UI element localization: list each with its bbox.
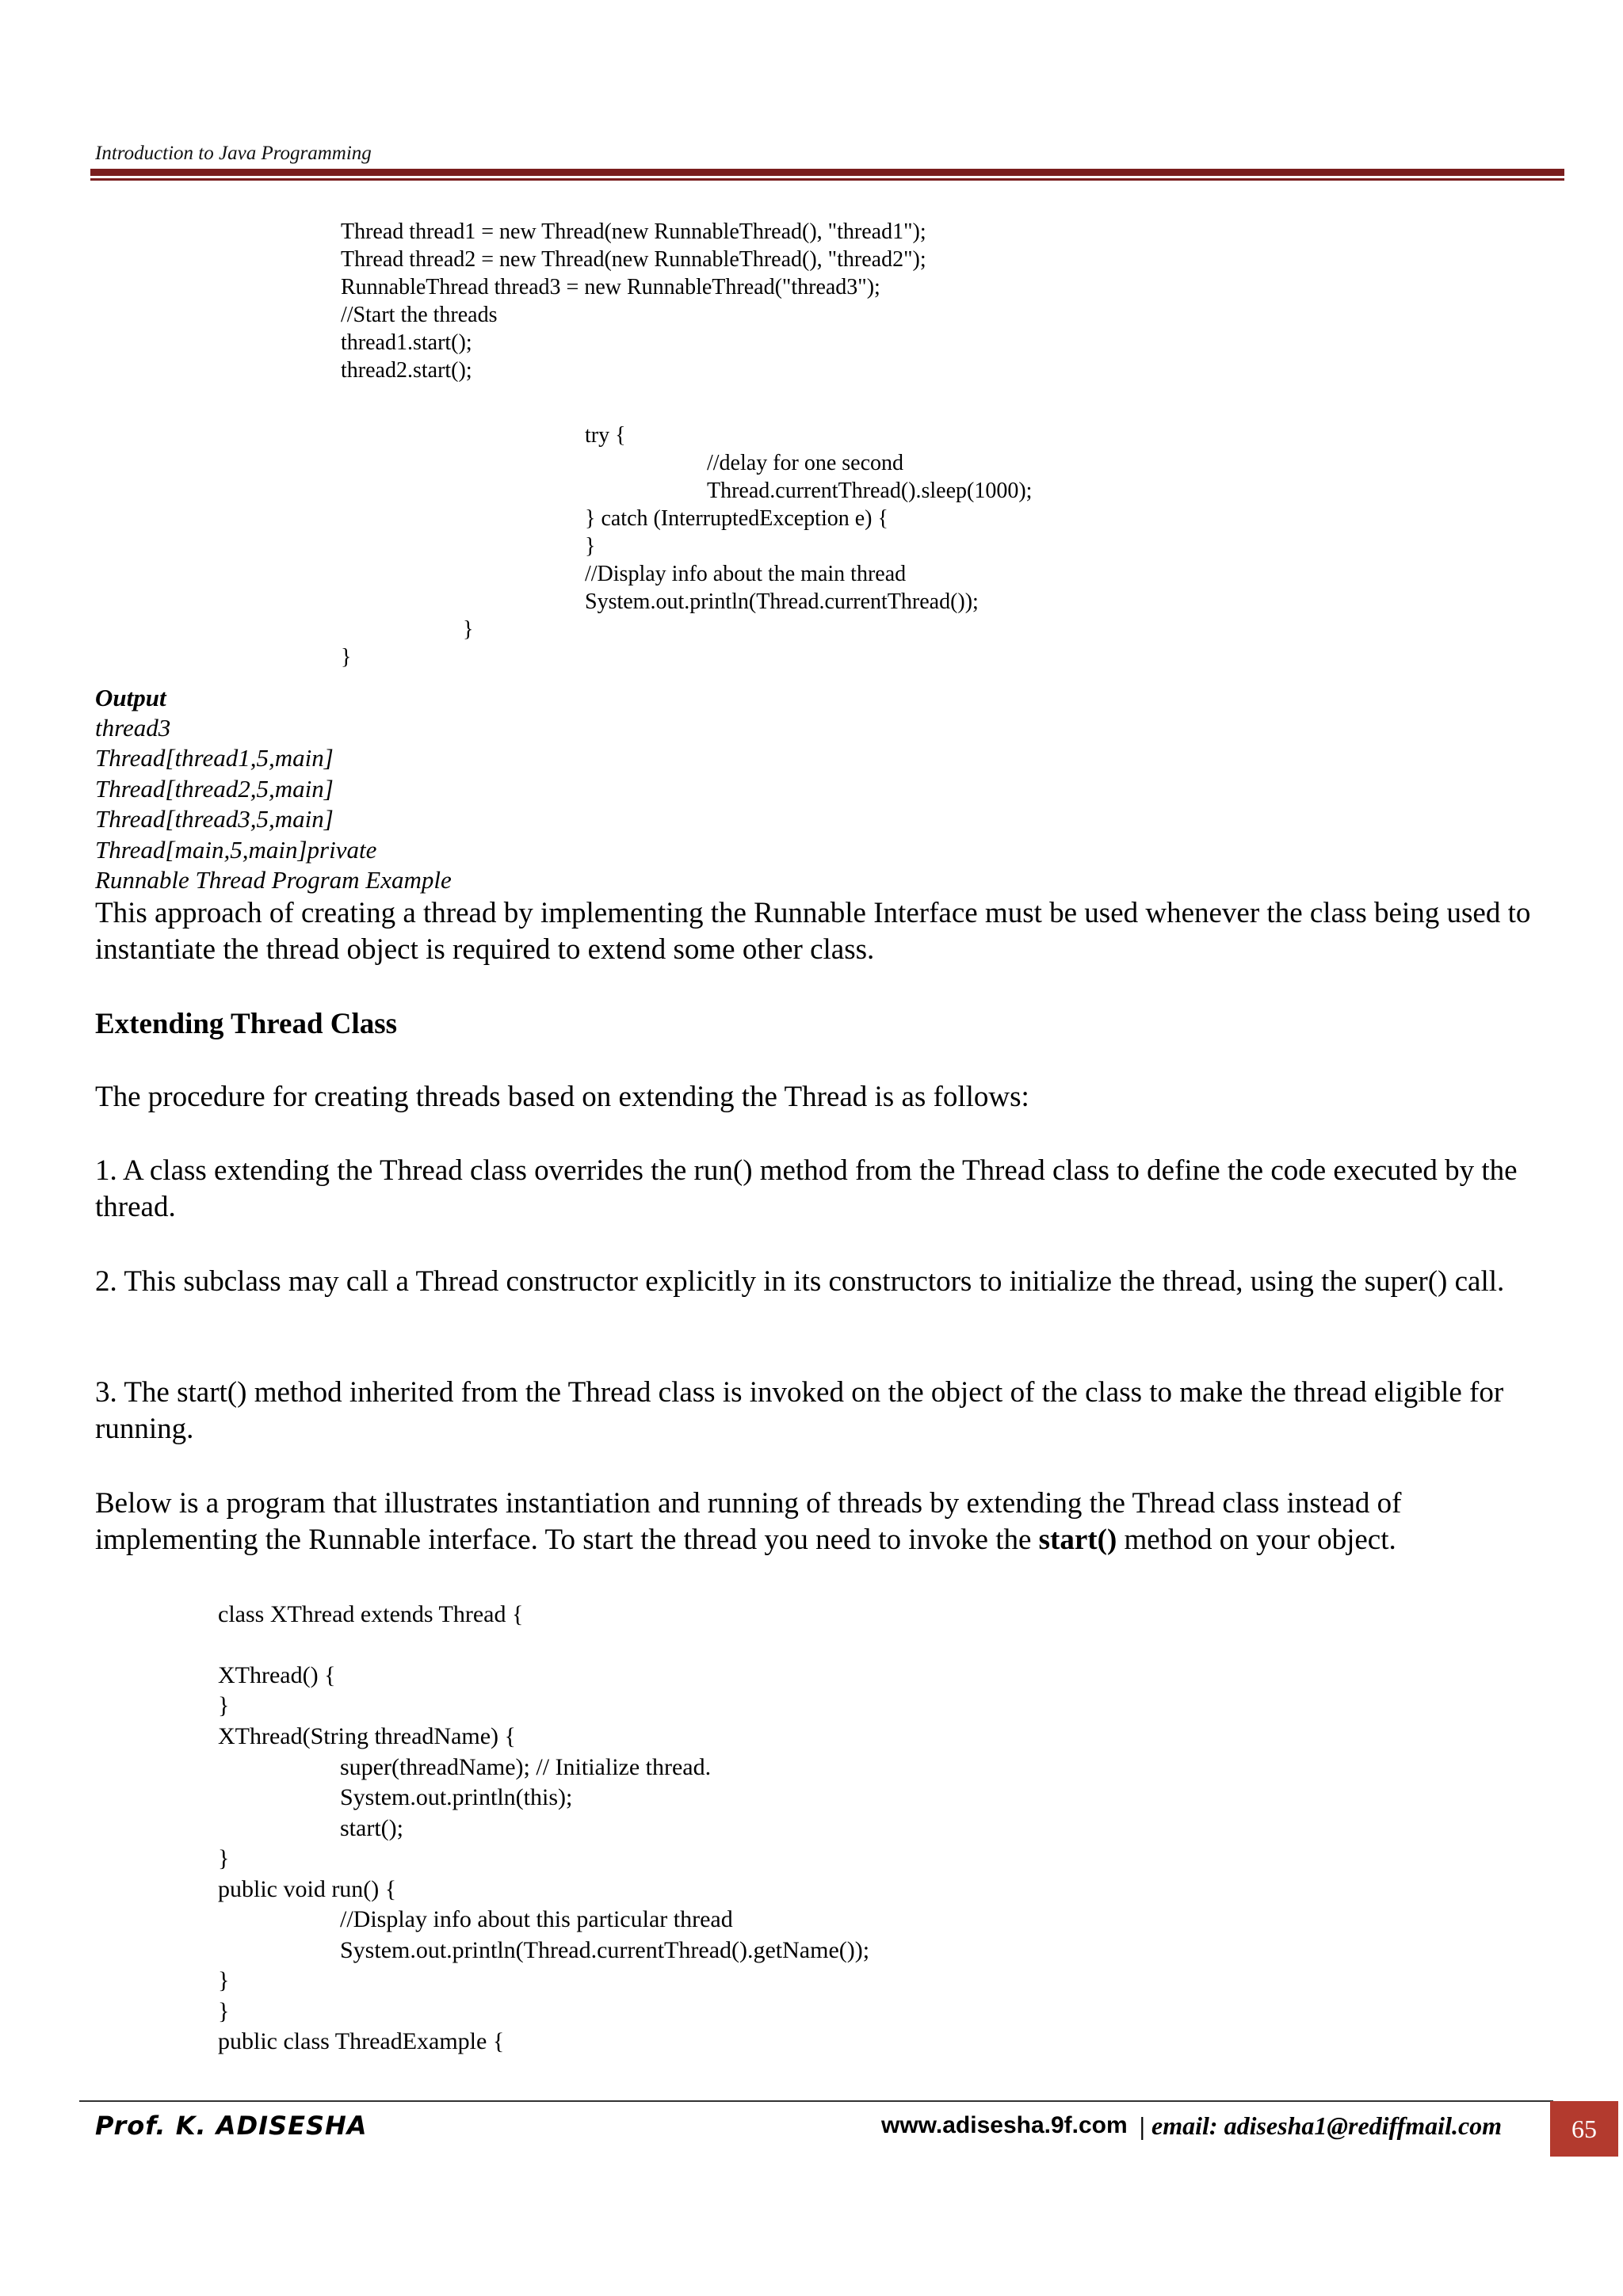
header-rule-thin (90, 178, 1564, 181)
running-header-title: Introduction to Java Programming (95, 143, 372, 164)
code-line: System.out.println(Thread.currentThread()); (585, 589, 979, 614)
section-heading: Extending Thread Class (95, 1008, 398, 1040)
code-line: } catch (InterruptedException e) { (585, 506, 888, 531)
code-line: } (341, 645, 352, 669)
code-line: super(threadName); // Initialize thread. (340, 1754, 712, 1780)
footer-rule (79, 2100, 1553, 2102)
code-line: System.out.println(this); (340, 1784, 573, 1810)
code-line: thread2.start(); (341, 358, 472, 383)
list-item: 3. The start() method inherited from the Thread class is invoked on the object of the class to make the thread eligible for running. (95, 1376, 1504, 1445)
output-line: Thread[main,5,main]private (95, 836, 377, 864)
output-heading: Output (95, 684, 166, 711)
code-line: System.out.println(Thread.currentThread().getName()); (340, 1937, 870, 1963)
code-line: //Display info about the main thread (585, 562, 907, 586)
code-line: Thread thread2 = new Thread(new RunnableThread(), "thread2"); (341, 247, 926, 272)
code-line: XThread() { (218, 1662, 336, 1688)
code-line: Thread thread1 = new Thread(new RunnableThread(), "thread1"); (341, 219, 926, 244)
output-line: Thread[thread3,5,main] (95, 805, 334, 833)
list-item: 1. A class extending the Thread class overrides the run() method from the Thread class to define the code executed by the thread. (95, 1154, 1518, 1223)
code-line: start(); (340, 1815, 403, 1841)
code-line: public void run() { (218, 1876, 397, 1902)
code-line: public class ThreadExample { (218, 2028, 505, 2054)
code-line: } (218, 1692, 230, 1718)
start-method-term: start() (1038, 1524, 1117, 1556)
code-line: } (585, 534, 596, 559)
footer-author: Prof. K. ADISESHA (95, 2111, 368, 2141)
code-line: class XThread extends Thread { (218, 1601, 524, 1627)
paragraph-runnable-approach: This approach of creating a thread by implementing the Runnable Interface must be used whenever the class being used to instantiate the thread object is required to extend some other class. (95, 897, 1531, 966)
paragraph-text: Below is a program that illustrates instantiation and running of threads by extending the Thread class instead of implementing the Runnable interface. To start the thread you need to invoke the (95, 1487, 1402, 1556)
page-number: 65 (1571, 2114, 1597, 2143)
paragraph-procedure: The procedure for creating threads based on extending the Thread is as follows: (95, 1081, 1029, 1113)
code-line: } (218, 1998, 230, 2024)
page-number-badge (1550, 2101, 1618, 2157)
output-line: thread3 (95, 714, 171, 742)
footer-email: | email: adisesha1@rediffmail.com (1140, 2111, 1503, 2140)
output-caption: Runnable Thread Program Example (95, 866, 452, 894)
paragraph-text: method on your object. (1117, 1524, 1396, 1556)
code-line: thread1.start(); (341, 330, 472, 355)
code-line: //Display info about this particular thread (340, 1906, 733, 1932)
code-line: RunnableThread thread3 = new RunnableThread("thread3"); (341, 275, 880, 299)
header-rule (90, 169, 1564, 176)
output-line: Thread[thread1,5,main] (95, 744, 334, 772)
code-line: } (218, 1967, 230, 1993)
code-line: //delay for one second (707, 451, 904, 475)
footer-website: www.adisesha.9f.com (881, 2112, 1128, 2138)
code-line: Thread.currentThread().sleep(1000); (707, 479, 1033, 503)
code-line: } (218, 1845, 230, 1871)
paragraph-program-intro (95, 1486, 1537, 1558)
code-line: //Start the threads (341, 303, 498, 327)
list-item: 2. This subclass may call a Thread constructor explicitly in its constructors to initialize the thread, using the super() call. (95, 1265, 1505, 1298)
output-line: Thread[thread2,5,main] (95, 775, 334, 803)
code-line: } (463, 617, 474, 642)
code-line: try { (585, 423, 626, 448)
code-line: XThread(String threadName) { (218, 1723, 516, 1749)
